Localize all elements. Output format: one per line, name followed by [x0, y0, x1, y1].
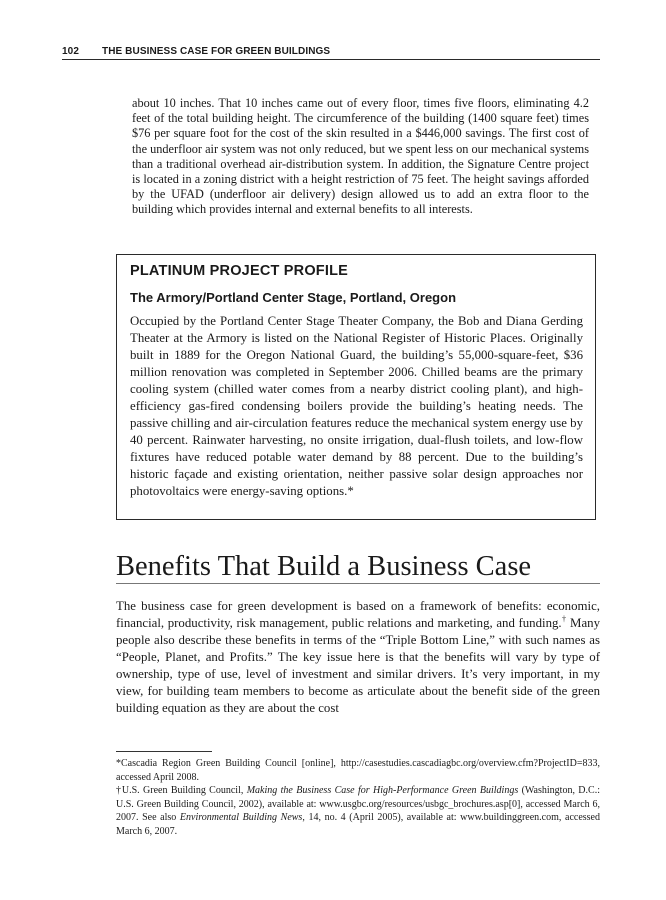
intro-paragraph: about 10 inches. That 10 inches came out of every floor, times five floors, eliminating 4.2 feet of the total building height. The circumference of the building (1400 square feet) times $76 per square foot for the cost of the skin resulted in a $446,000 savings. The first cost of the underfloor air system was not only reduced, but we spent less on our mechanical systems than a traditional overhead air-distribution system. In addition, the Signature Centre project is located in a zoning district with a height restriction of 75 feet. The height savings afforded by the UFAD (underfloor air delivery) design allowed us to add an extra floor to the building which provides internal and external benefits to all interests.	[132, 96, 589, 217]
footnote-rule	[116, 751, 212, 752]
footnote-reference: †	[561, 614, 567, 624]
footnote-2-title: Making the Business Case for High-Performance Green Buildings	[246, 785, 519, 796]
page-number: 102	[62, 46, 79, 57]
section-body-part1: The business case for green development is based on a framework of benefits: economic, financial, productivity, risk management, public relations and marketing, and funding.	[116, 599, 600, 631]
header-rule	[62, 59, 600, 60]
profile-title: The Armory/Portland Center Stage, Portland, Oregon	[130, 290, 457, 305]
footnote-2-middle: (Washington, D.C.: U.S. Green Building Council, 2002), available at: www.usgbc.org/resources/usbgc_brochures.asp[0], accessed March 6, 2007. See also	[116, 785, 600, 823]
profile-label: PLATINUM PROJECT PROFILE	[130, 263, 349, 279]
section-rule	[116, 583, 600, 584]
footnote-2	[116, 784, 600, 838]
footnote-2-prefix: †U.S. Green Building Council,	[116, 785, 247, 796]
footnote-2-journal: Environmental Building News	[179, 812, 303, 823]
section-body-part2: Many people also describe these benefits in terms of the “Triple Bottom Line,” with such names as “People, Planet, and Profits.” The key issue here is that the benefits will vary by type of ownership, type of use, level of investment and similar drivers. It’s very important, in my view, for building team members to become as articulate about the benefit side of the green building equation as they are about the cost	[116, 616, 601, 716]
section-body	[116, 598, 600, 717]
profile-body: Occupied by the Portland Center Stage Theater Company, the Bob and Diana Gerding Theater at the Armory is listed on the National Register of Historic Places. Originally built in 1889 for the Oregon National Guard, the building’s 55,000-square-feet, $36 million renovation was completed in September 2006. Chilled beams are the primary cooling system (chilled water comes from a nearby district cooling plant), and high-efficiency gas-fired condensing boilers provide the building’s heating needs. The passive chilling and air-circulation features reduce the mechanical system energy use by 40 percent. Rainwater harvesting, no onsite irrigation, dual-flush toilets, and low-flow fixtures have reduced potable water demand by 88 percent. Due to the building’s historic façade and existing orientation, neither passive solar design approaches nor photovoltaics were energy-saving options.*	[130, 314, 583, 499]
footnote-2-suffix: , 14, no. 4 (April 2005), available at: www.buildinggreen.com, accessed March 6, 2007.	[116, 812, 600, 837]
footnotes	[116, 757, 600, 838]
book-title: THE BUSINESS CASE FOR GREEN BUILDINGS	[102, 46, 331, 57]
project-profile-box	[116, 254, 596, 520]
running-head	[62, 46, 600, 57]
footnote-1: *Cascadia Region Green Building Council [online], http://casestudies.cascadiagbc.org/overview.cfm?ProjectID=833, accessed April 2008.	[116, 758, 600, 783]
section-heading: Benefits That Build a Business Case	[116, 551, 532, 582]
